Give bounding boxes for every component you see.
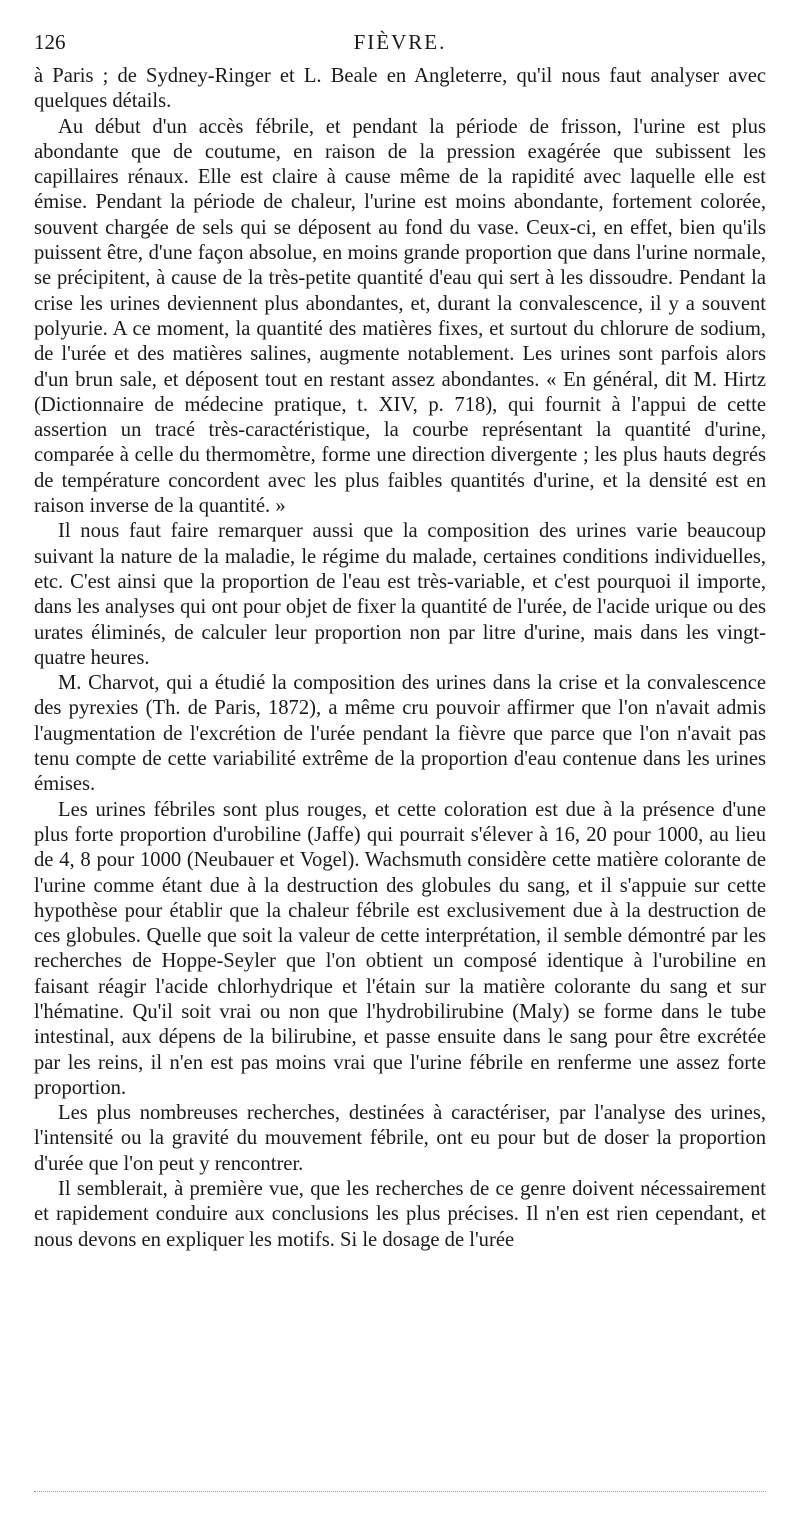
body-text (34, 64, 766, 1253)
page-number: 126 (34, 30, 66, 54)
paragraph-continued: à Paris ; de Sydney-Ringer et L. Beale en Angleterre, qu'il nous faut analyser avec quelques détails. (34, 65, 766, 113)
paragraph-charvot: M. Charvot, qui a étudié la composition des urines dans la crise et la convalescence des pyrexies (Th. de Paris, 1872), a même cru pouvoir affirmer que l'on n'avait admis l'augmentation de l'excrétion de l'urée pendant la fièvre que parce que l'on n'avait pas tenu compte de cette variabilité extrême de la proportion d'eau contenue dans les urines émises. (34, 672, 766, 796)
bottom-rule (34, 1491, 766, 1492)
book-page (34, 24, 766, 1253)
paragraph-urine-composition: Il nous faut faire remarquer aussi que la composition des urines varie beaucoup suivant la nature de la maladie, le régime du malade, certaines conditions individuelles, etc. C'est ainsi que la proportion de l'eau est très-variable, et c'est pourquoi il importe, dans les analyses qui ont pour objet de fixer la quantité de l'urée, de l'acide urique ou des urates éliminés, de calculer leur proportion non par litre d'urine, mais dans les vingt-quatre heures. (34, 520, 766, 669)
paragraph-urine-during-fever: Au début d'un accès fébrile, et pendant la période de frisson, l'urine est plus abondante que de coutume, en raison de la pression exagérée que subissent les capillaires rénaux. Elle est claire à cause même de la rapidité avec laquelle elle est émise. Pendant la période de chaleur, l'urine est moins abondante, fortement colorée, souvent chargée de sels qui se déposent au fond du vase. Ceux-ci, en effet, bien qu'ils puissent être, d'une façon absolue, en moins grande proportion que dans l'urine normale, se précipitent, à cause de la très-petite quantité d'eau qui sert à les dissoudre. Pendant la crise les urines deviennent plus abondantes, et, durant la convalescence, il y a souvent polyurie. A ce moment, la quantité des matières fixes, et surtout du chlorure de sodium, de l'urée et des matières salines, augmente notablement. Les urines sont parfois alors d'un brun sale, et déposent tout en restant assez abondantes. « En général, dit M. Hirtz (Dictionnaire de médecine pratique, t. XIV, p. 718), qui fournit à l'appui de cette assertion un tracé très-caractéristique, la courbe représentant la quantité d'urine, comparée à celle du thermomètre, forme une direction divergente ; les plus hauts degrés de température concordent avec les plus faibles quantités d'urine, et la densité est en raison inverse de la quantité. » (34, 115, 766, 518)
running-title: FIÈVRE. (353, 30, 447, 54)
paragraph-urea-research: Les plus nombreuses recherches, destinées à caractériser, par l'analyse des urines, l'intensité ou la gravité du mouvement fébrile, ont eu pour but de doser la proportion d'urée que l'on peut y rencontrer. (34, 1102, 766, 1175)
page-header (34, 24, 766, 64)
paragraph-first-view: Il semblerait, à première vue, que les recherches de ce genre doivent nécessairement et rapidement conduire aux conclusions les plus précises. Il n'en est rien cependant, et nous devons en expliquer les motifs. Si le dosage de l'urée (34, 1178, 766, 1251)
paragraph-urobiline: Les urines fébriles sont plus rouges, et cette coloration est due à la présence d'une plus forte proportion d'urobiline (Jaffe) qui pourrait s'élever à 16, 20 pour 1000, au lieu de 4, 8 pour 1000 (Neubauer et Vogel). Wachsmuth considère cette matière colorante de l'urine comme étant due à la destruction des globules du sang, et il s'appuie sur cette hypothèse pour établir que la chaleur fébrile est exclusivement due à la destruction de ces globules. Quelle que soit la valeur de cette interprétation, il semble démontré par les recherches de Hoppe-Seyler que l'on obtient un composé identique à l'urobiline en faisant réagir l'acide chlorhydrique et l'étain sur la matière colorante du sang et sur l'hématine. Qu'il soit vrai ou non que l'hydrobilirubine (Maly) se forme dans le tube intestinal, aux dépens de la bilirubine, et passe ensuite dans le sang pour être excrétée par les reins, il n'en est pas moins vrai que l'urine fébrile en renferme une assez forte proportion. (34, 798, 766, 1099)
